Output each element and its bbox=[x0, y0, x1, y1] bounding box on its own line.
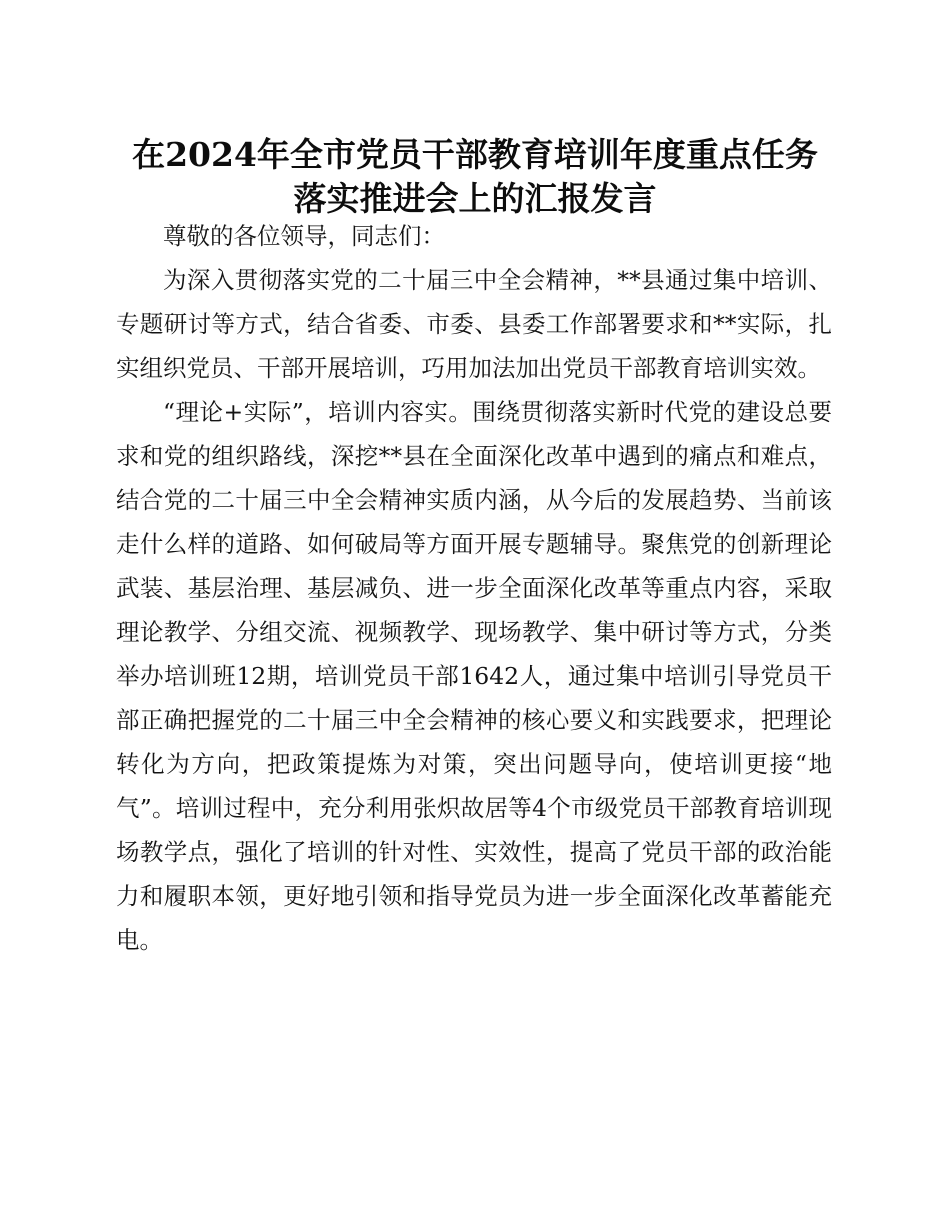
body-paragraph: 为深入贯彻落实党的二十届三中全会精神，**县通过集中培训、专题研讨等方式，结合省委、市委、县委工作部署要求和**实际，扎实组织党员、干部开展培训，巧用加法加出党员干部教育培训实效。 bbox=[116, 266, 832, 382]
title-line-1: 在2024年全市党员干部教育培训年度重点任务 bbox=[132, 135, 818, 174]
title-line-2: 落实推进会上的汇报发言 bbox=[293, 179, 657, 218]
document-body bbox=[116, 214, 832, 962]
document-title bbox=[60, 133, 890, 221]
salutation: 尊敬的各位领导，同志们： bbox=[163, 222, 445, 250]
body-paragraph: “理论+实际”，培训内容实。围绕贯彻落实新时代党的建设总要求和党的组织路线，深挖**县在全面深化改革中遇到的痛点和难点，结合党的二十届三中全会精神实质内涵，从今后的发展趋势、当前该走什么样的道路、如何破局等方面开展专题辅导。聚焦党的创新理论武装、基层治理、基层减负、进一步全面深化改革等重点内容，采取理论教学、分组交流、视频教学、现场教学、集中研讨等方式，分类举办培训班12期，培训党员干部1642人，通过集中培训引导党员干部正确把握党的二十届三中全会精神的核心要义和实践要求，把理论转化为方向，把政策提炼为对策，突出问题导向，使培训更接“地气”。培训过程中，充分利用张炽故居等4个市级党员干部教育培训现场教学点，强化了培训的针对性、实效性，提高了党员干部的政治能力和履职本领，更好地引领和指导党员为进一步全面深化改革蓄能充电。 bbox=[116, 398, 832, 954]
